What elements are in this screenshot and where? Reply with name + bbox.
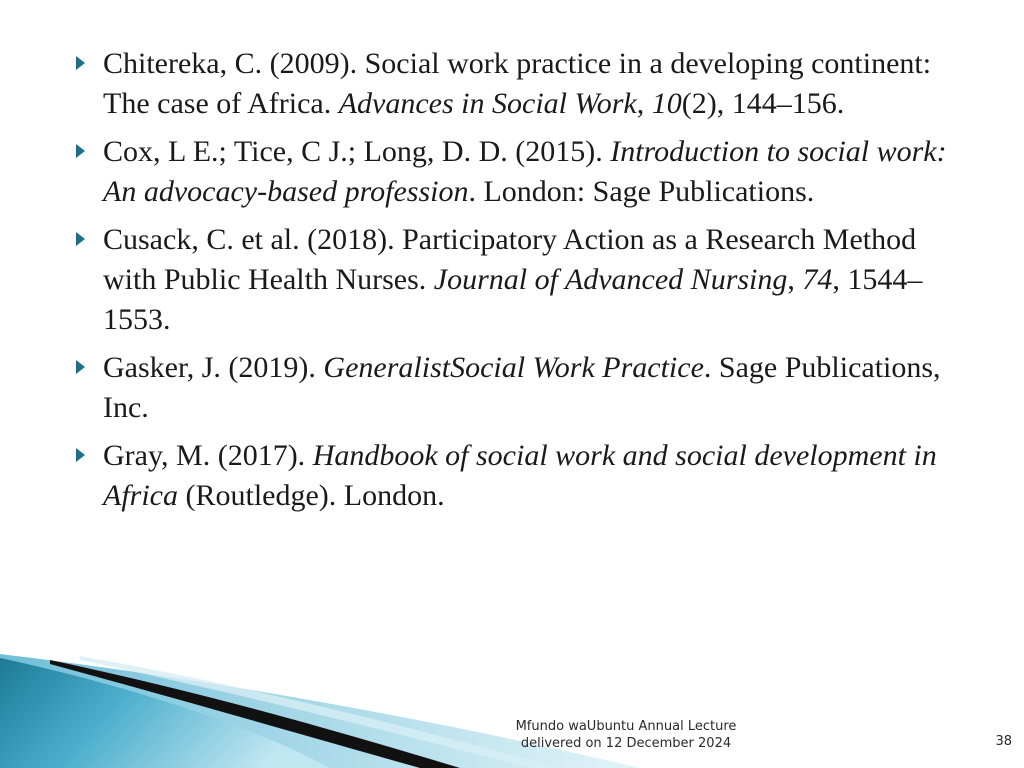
triangle-bullet-icon [76, 56, 85, 70]
footer-line-1: Mfundo waUbuntu Annual Lecture [515, 719, 737, 734]
reference-item [76, 436, 956, 516]
reference-list [76, 44, 956, 524]
reference-text: Cox, L E.; Tice, C J.; Long, D. D. (2015). Introduction to social work: An advocacy-based profession. London: Sage Publications. [103, 135, 947, 208]
reference-text: Gray, M. (2017). Handbook of social work and social development in Africa (Routledge). London. [103, 439, 937, 512]
triangle-bullet-icon [76, 144, 85, 158]
reference-item [76, 132, 956, 212]
reference-text: Cusack, C. et al. (2018). Participatory Action as a Research Method with Public Health Nurses. Journal of Advanced Nursing, 74, 1544–1553. [103, 223, 923, 336]
reference-item [76, 348, 956, 428]
triangle-bullet-icon [76, 448, 85, 462]
reference-item [76, 44, 956, 124]
reference-text: Chitereka, C. (2009). Social work practice in a developing continent: The case of Africa. Advances in Social Work, 10(2), 144–156. [103, 47, 932, 120]
triangle-bullet-icon [76, 360, 85, 374]
page-number: 38 [995, 734, 1012, 749]
reference-text: Gasker, J. (2019). GeneralistSocial Work Practice. Sage Publications, Inc. [103, 351, 941, 424]
reference-item [76, 220, 956, 340]
triangle-bullet-icon [76, 232, 85, 246]
footer-line-2: delivered on 12 December 2024 [520, 736, 732, 751]
footer-caption [496, 718, 756, 752]
